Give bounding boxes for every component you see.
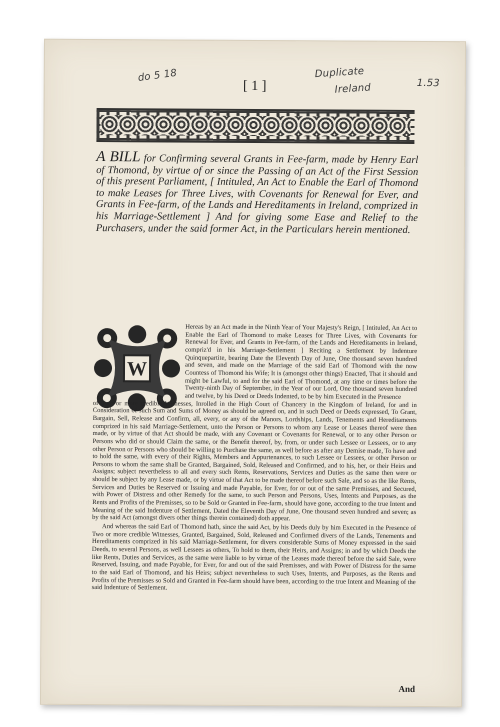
pencil-annotation-number: 1.53 bbox=[416, 77, 440, 90]
bill-title-text: for Confirming several Grants in Fee-farm, made by Henry Earl of Thomond, by virtue of or since the Passing of an Act of the First Session of this present Parliament, [ Intituled, An Act to Enable the Earl of Thomond to make Leases for Three Lives, with Covenants for Renewal for Ever, and Grants in Fee-farm, of the Lands and Hereditaments in Ireland, comprized in his Marriage-Settlement ] And for giving some Ease and Relief to the Purchasers, under the said former Act, in the Particulars herein mentioned. bbox=[95, 153, 419, 236]
document-page bbox=[40, 39, 466, 708]
bill-body-text bbox=[92, 323, 418, 594]
paragraph-2: And whereas the said Earl of Thomond hath, since the said Act, by his Deeds duly by him Executed in the Presence of Two or more credible Witnesses, Granted, Bargained, Sold, Released and Confirmed divers of the Lands, Tenements and Hereditaments comprized in his said Marriage-Settlement, for divers considerable Sums of Money expressed in the said Deeds, to several Persons, as well Lessees as others, To hold to them, their Heirs, and Assigns; in and by which Deeds the like Rents, Duties and Services, as the same were liable to by virtue of the Leases made thereof before the said Sale, were Reserved, Issuing, and made Payable, for Ever, for and out of the said Premisses, and with Power of Distress for the same to the said Earl of Thomond, and his Heirs; subject nevertheless to such Uses, Intents, and Purposes, as the Rents and Profits of the Premisses so Sold and Granted in Fee-farm should have been, according to the true Intent and Meaning of the said Indenture of Settlement. bbox=[91, 523, 417, 592]
bill-title-lead: A BILL bbox=[96, 149, 141, 166]
page-number: [ 1 ] bbox=[243, 78, 267, 95]
header-ornament-band bbox=[96, 108, 414, 144]
catchword: And bbox=[398, 683, 416, 694]
svg-text:W: W bbox=[126, 358, 148, 381]
pencil-annotation-left: do 5 18 bbox=[137, 67, 178, 84]
pencil-annotation-duplicate: Duplicate bbox=[314, 65, 365, 81]
paragraph-1-opening: Hereas by an Act made in the Ninth Year of Your Majesty's Reign, [ Intituled, An Act to Enable the Earl of Thomond to make Leases for Three Lives, with Covenants for Renewal for Ever, and Grants in Fee-farm, of the Lands and Hereditaments in Ireland, compriz'd in his Marriage-Settlement ] Reciting a Settlement by Indenture Quinquepartite, bearing Date the Eleventh Day of June, One thousand seven hundred and seven, and made on the Marriage of the said Earl of Thomond with the now Countess of Thomond his Wife; It is (amongst other things) Enacted, That it should and might be Lawful, to and for the said Earl of Thomond, at any time or times before the Twenty-ninth Day of September, in the Year of our Lord, One thousand seven hundred and twelve, by his Deed or Deeds Indented, to be by him Executed in the Presence bbox=[184, 323, 418, 401]
pencil-annotation-ireland: Ireland bbox=[334, 82, 372, 96]
bill-title bbox=[95, 149, 419, 236]
paragraph-1-continued: of Two or more credible Witnesses, Inrolled in the High Court of Chancery in the Kingdom of Ireland, for and in Consideration of such Sum and Sums of Money as should be agreed on, and in such Deed or Deeds expressed, To Grant, Bargain, Sell, Release and Confirm, all, every, or any of the Manors, Lordships, Lands, Tenements and Hereditaments comprized in his said Marriage-Settlement, unto the Person or Persons to whom any Lease or Leases thereof were then made, or by virtue of that Act should be made, with any Covenant or Covenants for Renewal, or to any other Person or Persons who did or should Claim the same, or the Benefit thereof, by, from, or under such Lessee or Lessees, or to any other Person or Persons who should be willing to Purchase the same, as well before as after any Demise made, To have and to hold the same, with every of their Rights, Members and Appurtenances, to such Lessee or Lessees, or other Person or Persons to whom the same shall be Granted, Bargained, Sold, Released and Confirmed, and to his, her, or their Heirs and Assigns; subject nevertheless to all and every such Rents, Reservations, Services and Duties as the same then were or should be subject by any Lease made, or by virtue of that Act to be made thereof before such Sale, and so as the like Rents, Services and Duties be Reserved or Issuing and made Payable, for Ever, for or out of the same Premisses, and Secured, with Power of Distress and other Remedy for the same, to such Person and Persons, Uses, Intents and Purposes, as the Rents and Profits of the Premisses, so to be Sold or Granted in Fee-farm, should have gone, according to the true Intent and Meaning of the said Indenture of Settlement, Dated the Eleventh Day of June, One thousand seven hundred and seven; as by the said Act (amongst divers other things therein contained) doth appear. bbox=[92, 399, 417, 523]
